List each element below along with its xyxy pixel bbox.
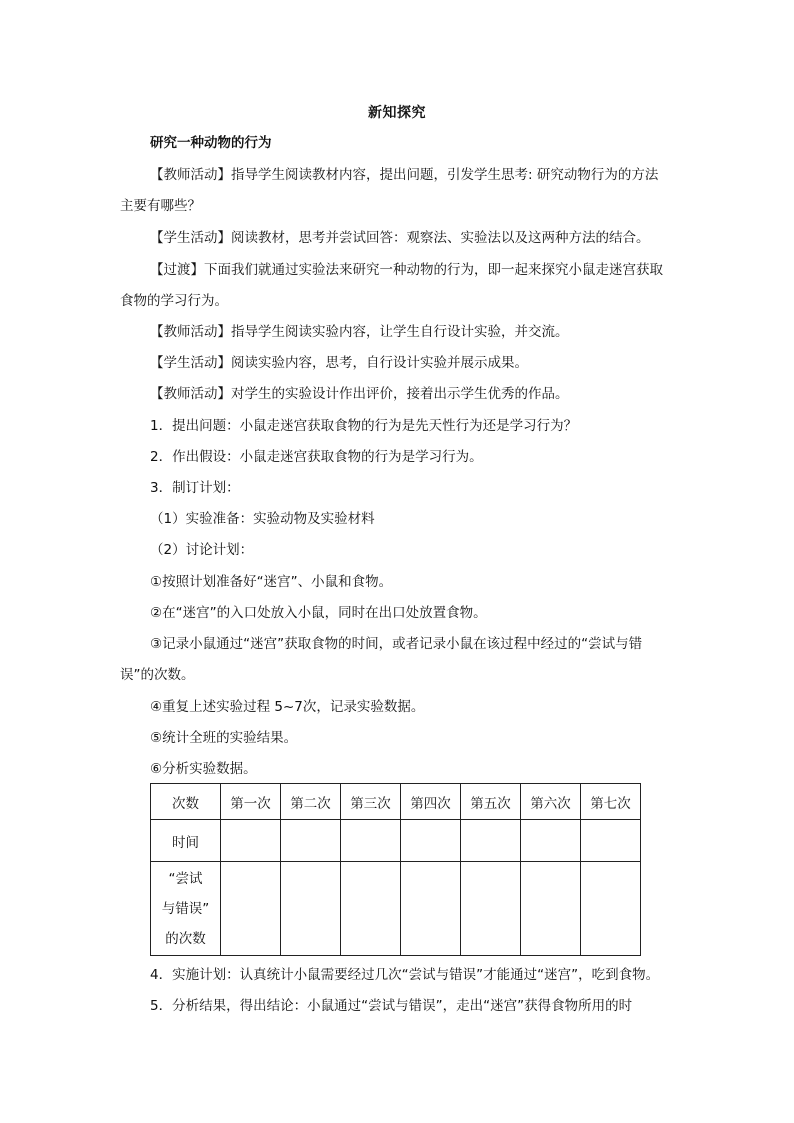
plan-item-4: ④重复上述实验过程 5~7次，记录实验数据。 xyxy=(150,699,425,715)
step-2: 2．作出假设：小鼠走迷宫获取食物的行为是学习行为。 xyxy=(150,449,483,465)
plan-item-3b: 误”的次数。 xyxy=(120,667,195,683)
table-row-label: 时间 xyxy=(151,820,221,862)
table-header-cell: 第五次 xyxy=(461,784,521,820)
table-header-cell: 第二次 xyxy=(281,784,341,820)
table-header-cell: 次数 xyxy=(151,784,221,820)
page-title: 新知探究 xyxy=(368,105,426,121)
table-cell xyxy=(341,862,401,956)
paragraph-teacher-3: 【教师活动】对学生的实验设计作出评价，接着出示学生优秀的作品。 xyxy=(150,386,569,402)
plan-item-3a: ③记录小鼠通过“迷宫”获取食物的时间，或者记录小鼠在该过程中经过的“尝试与错 xyxy=(150,636,643,652)
table-cell xyxy=(221,862,281,956)
table-cell xyxy=(281,820,341,862)
step-1: 1．提出问题：小鼠走迷宫获取食物的行为是先天性行为还是学习行为？ xyxy=(150,418,578,434)
paragraph-teacher-1a: 【教师活动】指导学生阅读教材内容，提出问题，引发学生思考: 研究动物行为的方法 xyxy=(150,167,659,183)
plan-item-2: ②在“迷宫”的入口处放入小鼠，同时在出口处放置食物。 xyxy=(150,605,487,621)
table-cell xyxy=(581,862,641,956)
table-cell xyxy=(221,820,281,862)
row-label-line: 的次数 xyxy=(165,930,206,947)
step-3: 3．制订计划： xyxy=(150,480,240,496)
step-3-1: （1）实验准备：实验动物及实验材料 xyxy=(150,511,375,527)
plan-item-1: ①按照计划准备好“迷宫”、小鼠和食物。 xyxy=(150,574,393,590)
paragraph-student-2: 【学生活动】阅读实验内容，思考，自行设计实验并展示成果。 xyxy=(150,355,528,371)
table-cell xyxy=(521,862,581,956)
step-3-2: （2）讨论计划： xyxy=(150,542,254,558)
table-cell xyxy=(401,862,461,956)
table-row-label xyxy=(151,862,221,956)
table-header-cell: 第七次 xyxy=(581,784,641,820)
table-cell xyxy=(401,820,461,862)
row-label-line: “尝试 xyxy=(168,870,203,887)
plan-item-5: ⑤统计全班的实验结果。 xyxy=(150,730,298,746)
paragraph-transition-a: 【过渡】下面我们就通过实验法来研究一种动物的行为，即一起来探究小鼠走迷宫获取 xyxy=(150,262,663,278)
table-row-time xyxy=(151,820,641,862)
table-cell xyxy=(461,862,521,956)
table-header-cell: 第一次 xyxy=(221,784,281,820)
table-cell xyxy=(581,820,641,862)
table-cell xyxy=(281,862,341,956)
table-header-cell: 第四次 xyxy=(401,784,461,820)
step-5: 5．分析结果，得出结论：小鼠通过“尝试与错误”，走出“迷宫”获得食物所用的时 xyxy=(150,998,633,1014)
table-header-row xyxy=(151,784,641,820)
experiment-data-table xyxy=(150,783,641,956)
table-cell xyxy=(341,820,401,862)
table-row-trials xyxy=(151,862,641,956)
section-heading: 研究一种动物的行为 xyxy=(150,135,272,151)
row-label-line: 与错误” xyxy=(161,900,210,917)
paragraph-teacher-1b: 主要有哪些？ xyxy=(120,198,201,214)
step-4: 4．实施计划：认真统计小鼠需要经过几次“尝试与错误”才能通过“迷宫”，吃到食物。 xyxy=(150,967,660,983)
table-header-cell: 第六次 xyxy=(521,784,581,820)
table-header-cell: 第三次 xyxy=(341,784,401,820)
table-cell xyxy=(521,820,581,862)
table-cell xyxy=(461,820,521,862)
paragraph-transition-b: 食物的学习行为。 xyxy=(120,293,228,309)
plan-item-6: ⑥分析实验数据。 xyxy=(150,761,257,777)
paragraph-teacher-2: 【教师活动】指导学生阅读实验内容，让学生自行设计实验，并交流。 xyxy=(150,324,569,340)
paragraph-student-1: 【学生活动】阅读教材，思考并尝试回答：观察法、实验法以及这两种方法的结合。 xyxy=(150,230,650,246)
